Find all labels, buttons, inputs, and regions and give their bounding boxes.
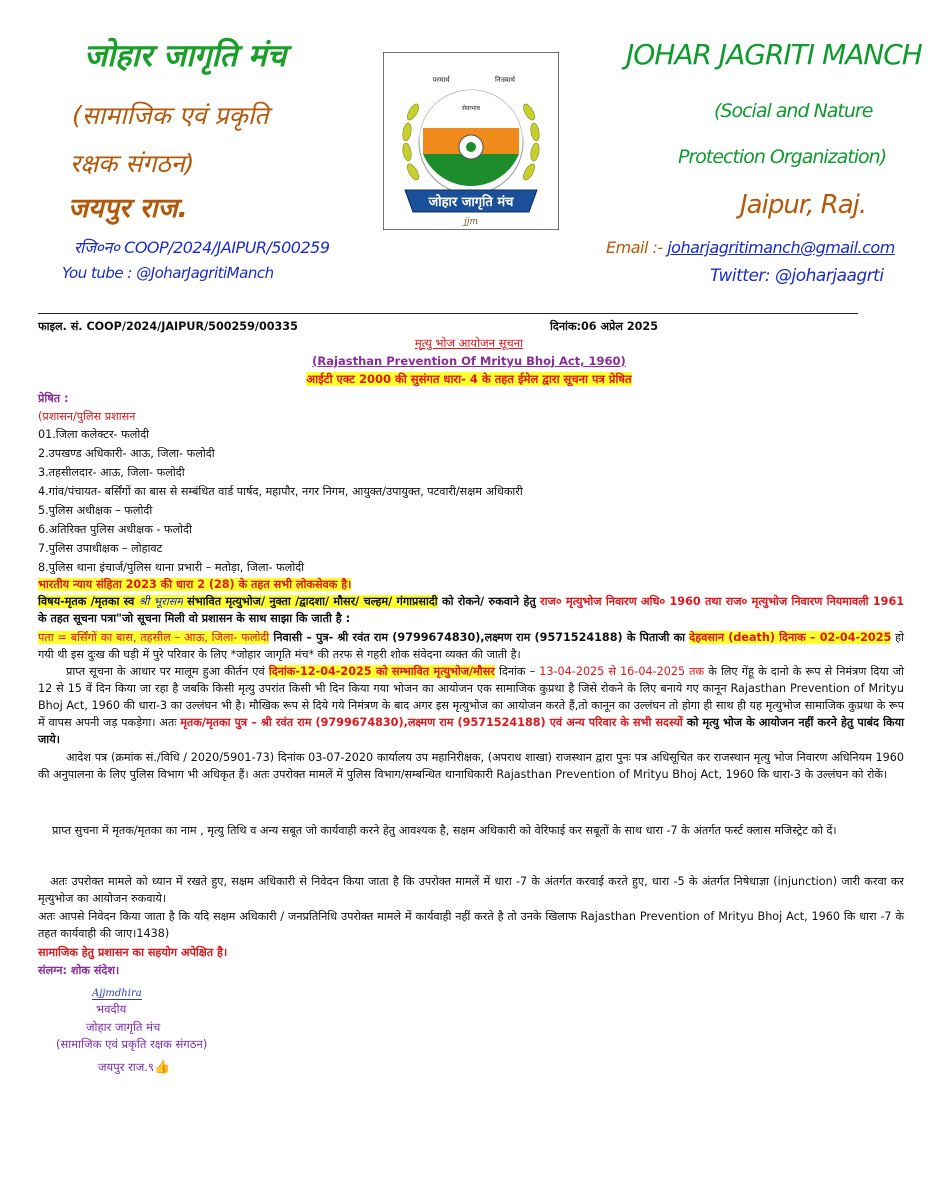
logo-ribbon-text: जोहार जागृति मंच	[428, 195, 514, 210]
header-divider	[38, 313, 858, 314]
logo-top-right-text: निःस्वार्थ	[494, 76, 516, 84]
org-subtitle-hindi-2: रक्षक संगठन)	[70, 149, 195, 178]
title-text: मृत्यु भोज आयोजन सूचना	[414, 336, 524, 350]
subject-part-4: को रोकने/ रुकवाने हेतु	[437, 595, 541, 608]
it-act-line	[0, 372, 938, 387]
para1-event-date: दिनांक-12-04-2025 को सम्भावित मृत्युभोज/मौसर	[268, 665, 495, 678]
address-text: पता = बर्सिंगों का बास, तहसील – आऊ, जिला- फलोदी	[38, 631, 270, 644]
logo-top-left-text: परमार्थ	[432, 76, 450, 84]
it-act-text: आईटी एक्ट 2000 की सुसंगत धारा- 4 के तहत ईमेल द्वारा सूचना पत्र प्रेषित	[306, 372, 632, 386]
recipient-1: 01.जिला कलेक्टर- फलोदी	[38, 428, 150, 441]
bns-line	[38, 576, 351, 593]
body-paragraph-4: अतः उपरोक्त मामले को ध्यान में रखते हुए, सक्षम अधिकारी से निवेदन किया जाता है कि उपरोक्त मामलें में धारा -7 के अंतर्गत करवाई करते हुए, धारा -5 के अंतर्गत निषेधाज्ञा (injunction) जारी करवा कर मृत्युभोज का आयोजन रुकवाये।	[38, 875, 904, 905]
body-paragraph-2: आदेश पत्र (क्रमांक सं./विधि / 2020/5901-73) दिनांक 03-07-2020 कार्यालय उप महानिरीक्षक, (अपराध शाखा) राजस्थान द्वारा पुनः पत्र अधिसूचित कर राजस्थान मृत्यु भोज निवारण अधिनियम 1960 की अनुपालना के लिए पुलिस विभाग भी अधिकृत हैं। अतः उपरोक्त मामलें में पुलिस विभाग/सम्बन्धित थानाधिकारी Rajasthan Prevention of Mrityu Bhoj Act, 1960 कि धारा-3 के उल्लंघन को रोकें।	[38, 751, 904, 781]
logo-emblem-icon	[383, 52, 559, 230]
recipient-3: 3.तहसीलदार- आऊ, जिला- फलोदी	[38, 466, 185, 479]
logo-center-text: सेवाभाव	[461, 105, 481, 112]
signature-mark: Ajjmdhira	[92, 988, 142, 999]
body-paragraph-3: प्राप्त सुचना में मृतक/मृतका का नाम , मृत्यु तिथि व अन्य सबूत जो कार्यवाही करने हेतु आवश्यक है, सक्षम अधिकारी को वेरिफाई कर सबूतों के साथ धारा -7 के अंतर्गत फर्स्ट क्लास मजिस्ट्रेट को दें।	[52, 824, 837, 837]
recipient-5: 5.पुलिस अधीक्षक – फलोदी	[38, 504, 153, 517]
body-paragraph-1	[38, 663, 904, 748]
act-text: (Rajasthan Prevention Of Mrityu Bhoj Act, 1960)	[312, 354, 626, 368]
signature-city-line	[98, 1060, 170, 1075]
org-name-english: JOHAR JAGRITI MANCH	[626, 38, 922, 71]
para1-date-range: 13-04-2025 से 16-04-2025 तक	[539, 665, 705, 678]
body-paragraph-5: अतः आपसे निवेदन किया जाता है कि यदि सक्षम अधिकारी / जनप्रतिनिधि उपरोक्त मामले में कार्यवाही नहीं करते है तो उनके खिलाफ Rajasthan Prevention of Mrityu Bhoj Act, 1960 कि धारा -7 के तहत कार्यवाही की जाए।1438)	[38, 910, 904, 940]
para1-family: मृतक/मृतका पुत्र – श्री रवंत राम (9799674830),लक्ष्मण राम (9571524188) एवं अन्य परिवार के सभी सदस्यों	[180, 716, 683, 729]
document-title	[0, 336, 938, 351]
social-request: सामाजिक हेतु प्रशासन का सहयोग अपेक्षित है।	[38, 946, 228, 959]
org-subtitle-english-2: Protection Organization)	[678, 146, 887, 168]
email-link[interactable]: joharjagritimanch@gmail.com	[667, 238, 895, 257]
subject-part-1: विषय-मृतक /मृतका स्व	[38, 595, 139, 608]
org-name-hindi: जोहार जागृति मंच	[84, 38, 287, 74]
death-date: देहवसान (death) दिनाक – 02-04-2025	[689, 631, 892, 644]
address-part-4: हो गयी थी इस दुःख की घड़ी में पुरे परिवार के लिए *जोहार जागृति मंच* की तरफ से गहरी शोक संवेदना व्यक्त की जाती है।	[38, 631, 904, 661]
organization-logo	[383, 52, 559, 230]
preshit-label: प्रेषित :	[38, 392, 69, 405]
recipient-8: 8.पुलिस थाना इंचार्ज/पुलिस थाना प्रभारी – मतोड़ा, जिला- फलोदी	[38, 561, 305, 574]
address-part-2: निवासी – पुत्र- श्री रवंत राम (9799674830),लक्ष्मण राम (9571524188) के पिताजी का	[269, 631, 690, 644]
twitter-handle: Twitter: @joharjaagrti	[710, 266, 884, 286]
city-hindi: जयपुर राज.	[68, 193, 188, 224]
recipient-6: 6.अतिरिक्त पुलिस अधीक्षक - फलोदी	[38, 523, 192, 536]
signature-city: जयपुर राज.९	[98, 1060, 154, 1074]
signature-org: जोहार जागृति मंच	[86, 1020, 161, 1034]
admin-heading: (प्रशासन/पुलिस प्रशासन	[38, 410, 136, 423]
bns-text: भारतीय न्याय संहिता 2023 की धारा 2 (28) के तहत सभी लोकसेवक है।	[38, 578, 352, 591]
recipient-7: 7.पुलिस उपाधीक्षक – लोहावट	[38, 542, 163, 555]
bhavdiya: भवदीय	[96, 1002, 127, 1016]
recipient-2: 2.उपखण्ड अधिकारी- आऊ, जिला- फलोदी	[38, 447, 215, 460]
email-line	[606, 238, 895, 257]
subject-paragraph	[38, 593, 904, 627]
subject-part-3: संभावित मृत्युभोज/ नुक्ता /द्वादशा/ मौसर/ चल्हम/ गंगाप्रसादी	[182, 595, 438, 608]
subject-part-6: के तहत सूचना पत्रा"जो सूचना मिली वो प्रशासन के साथ साझा कि जाती है :	[38, 612, 351, 625]
signature-org-sub: (सामाजिक एवं प्रकृति रक्षक संगठन)	[56, 1037, 208, 1051]
para1-part-5: के लिए गेंहू के दानो के रूप से निमंत्रण दिया जो 12 से 15 वें दिन किया जा रहा है जबकि किसी मृत्यु उपरांत किसी भी दिन किया गया भोजन का आयोजन एक सामाजिक कुप्रथा है जिसे रोकने के लिए बनाये गए कानून Rajasthan Prevention of Mrityu Bhoj Act, 1960 की धारा-3 का उल्लंघन भी है। मौखिक रूप से दिये गये निमंत्रण के बाद अगर इस मृत्युभोज का आयोजन करते हैं,तो कानून का उल्लंघन तो होगा ही साथ ही यह मृत्युभोज सामाजिक कुप्रथा के रूप में वापस अपनी जड़ पकड़ेगा। अतः	[38, 665, 904, 729]
para1-part-7: को मृत्यु भोज के आयोजन नहीं करने हेतु पाबंद किया जाये।	[38, 716, 904, 746]
act-line	[0, 354, 938, 368]
logo-bottom-text: jjm	[463, 217, 479, 227]
subject-deceased-name: श्री भूरासम	[138, 595, 183, 608]
city-english: Jaipur, Raj.	[740, 190, 867, 220]
enclosure-note: संलग्न: शोक संदेश।	[38, 964, 120, 977]
org-subtitle-hindi-1: (सामाजिक एवं प्रकृति	[72, 101, 269, 130]
para1-part-1: प्राप्त सूचना के आधार पर मालूम हुआ कीर्तन एवं	[66, 665, 269, 678]
email-label: Email :-	[606, 238, 663, 257]
thumbs-up-icon: 👍	[153, 1060, 171, 1075]
youtube-handle: You tube : @JoharJagritiManch	[62, 264, 274, 282]
org-subtitle-english-1: (Social and Nature	[714, 100, 873, 122]
document-date: दिनांक:06 अप्रेल 2025	[550, 320, 659, 333]
registration-number: रजि०न० COOP/2024/JAIPUR/500259	[74, 238, 330, 257]
para1-part-3: दिनांक –	[494, 665, 540, 678]
address-paragraph	[38, 629, 904, 663]
subject-act-ref: राज० मृत्युभोज निवारण अधि० 1960 तथा राज० मृत्युभोज निवारण नियमावली 1961	[540, 595, 905, 608]
file-number: फाइल. सं. COOP/2024/JAIPUR/500259/00335	[38, 320, 298, 333]
recipient-4: 4.गांव/पंचायत- बर्सिंगों का बास से सम्बंधित वार्ड पार्षद, महापौर, नगर निगम, आयुक्त/उपायुक्त, पटवारी/सक्षम अधिकारी	[38, 485, 523, 498]
